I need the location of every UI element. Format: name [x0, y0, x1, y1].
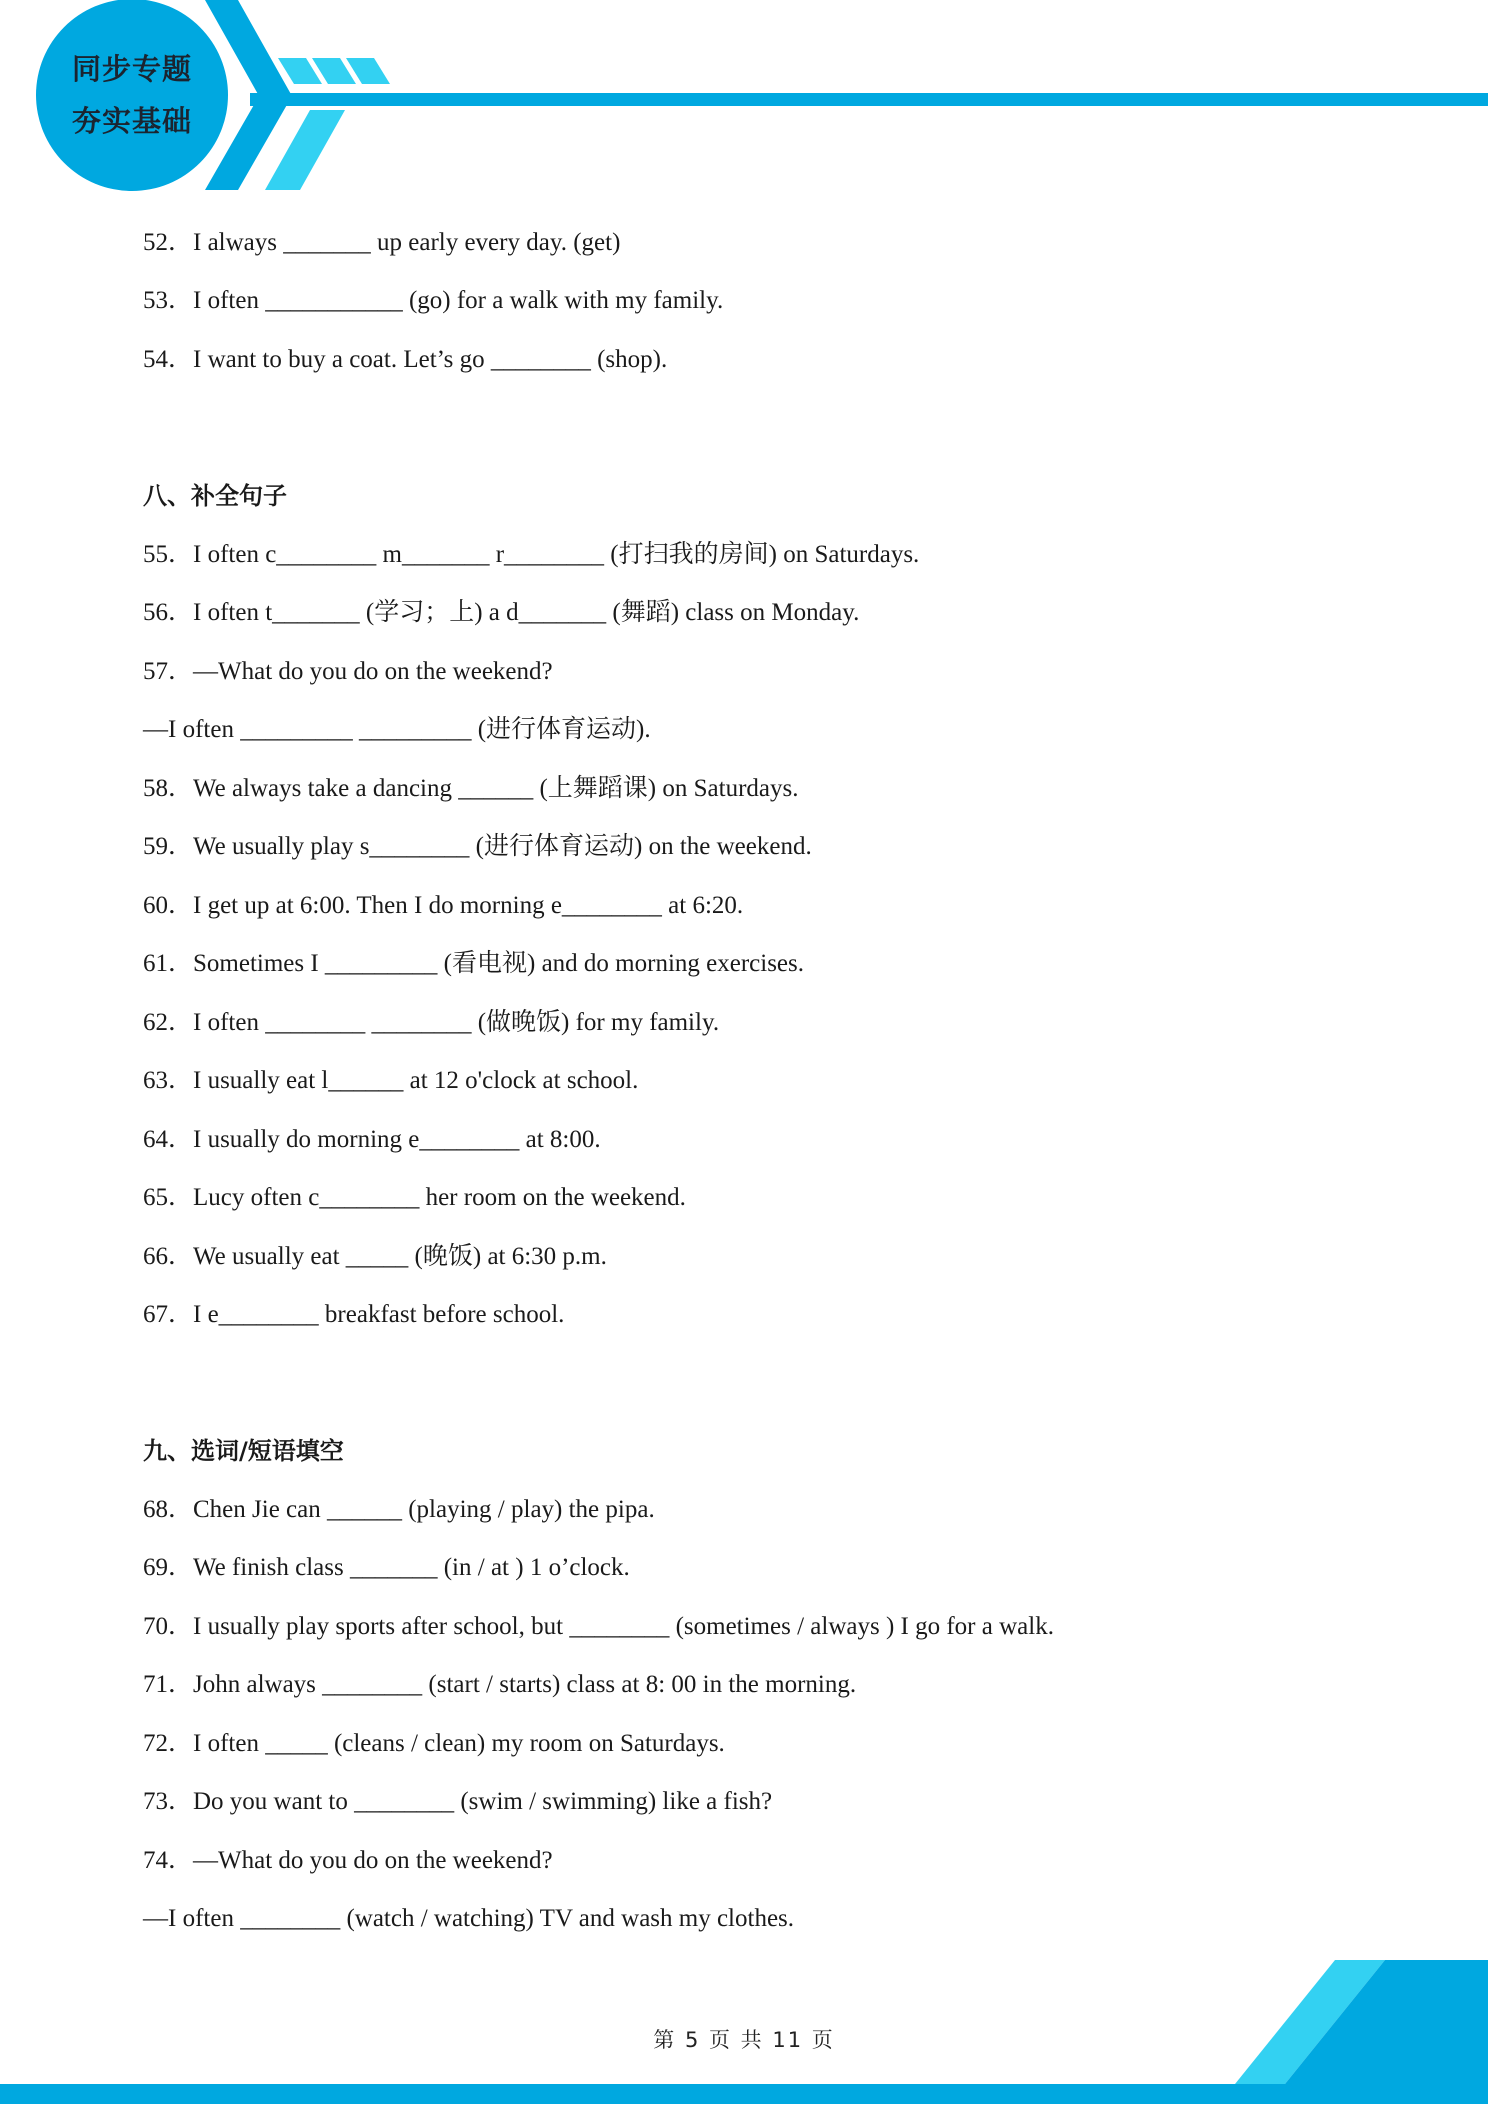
section-9-title: 九、选词/短语填空: [143, 1437, 344, 1465]
question-67: 67．I e________ breakfast before school.: [143, 1301, 565, 1328]
question-61: 61．Sometimes I _________ (看电视) and do morning exercises.: [143, 950, 805, 977]
question-65: 65．Lucy often c________ her room on the weekend.: [143, 1184, 686, 1211]
question-57: 57．—What do you do on the weekend?: [143, 658, 553, 685]
badge-line-2: 夯实基础: [71, 104, 192, 138]
question-63: 63．I usually eat l______ at 12 o'clock at school.: [143, 1067, 639, 1094]
question-70: 70．I usually play sports after school, but ________ (sometimes / always ) I go for a walk.: [143, 1613, 1054, 1640]
question-71: 71．John always ________ (start / starts) class at 8: 00 in the morning.: [143, 1671, 857, 1698]
question-66: 66．We usually eat _____ (晚饭) at 6:30 p.m.: [143, 1243, 607, 1270]
question-56: 56．I often t_______ (学习；上) a d_______ (舞蹈) class on Monday.: [143, 599, 860, 626]
question-64: 64．I usually do morning e________ at 8:00.: [143, 1126, 601, 1153]
question-74-answer: —I often ________ (watch / watching) TV and wash my clothes.: [143, 1905, 795, 1932]
question-57-answer: —I often _________ _________ (进行体育运动).: [143, 716, 651, 743]
question-58: 58．We always take a dancing ______ (上舞蹈课) on Saturdays.: [143, 775, 799, 802]
question-62: 62．I often ________ ________ (做晚饭) for my family.: [143, 1009, 720, 1036]
question-54: 54．I want to buy a coat. Let’s go ________ (shop).: [143, 346, 668, 373]
page-number: 第 5 页 共 11 页: [653, 2028, 835, 2052]
question-73: 73．Do you want to ________ (swim / swimming) like a fish?: [143, 1788, 773, 1815]
question-74: 74．—What do you do on the weekend?: [143, 1847, 553, 1874]
question-69: 69．We finish class _______ (in / at ) 1 o’clock.: [143, 1554, 630, 1581]
question-59: 59．We usually play s________ (进行体育运动) on the weekend.: [143, 833, 812, 860]
question-55: 55．I often c________ m_______ r________ (打扫我的房间) on Saturdays.: [143, 541, 920, 568]
question-53: 53．I often ___________ (go) for a walk with my family.: [143, 287, 724, 314]
section-8-title: 八、补全句子: [143, 482, 287, 510]
question-60: 60．I get up at 6:00. Then I do morning e________ at 6:20.: [143, 892, 744, 919]
question-72: 72．I often _____ (cleans / clean) my room on Saturdays.: [143, 1730, 725, 1757]
question-52: 52．I always _______ up early every day. (get): [143, 229, 621, 256]
question-68: 68．Chen Jie can ______ (playing / play) the pipa.: [143, 1496, 655, 1523]
badge-line-1: 同步专题: [71, 52, 192, 86]
header-badge: [36, 0, 228, 190]
